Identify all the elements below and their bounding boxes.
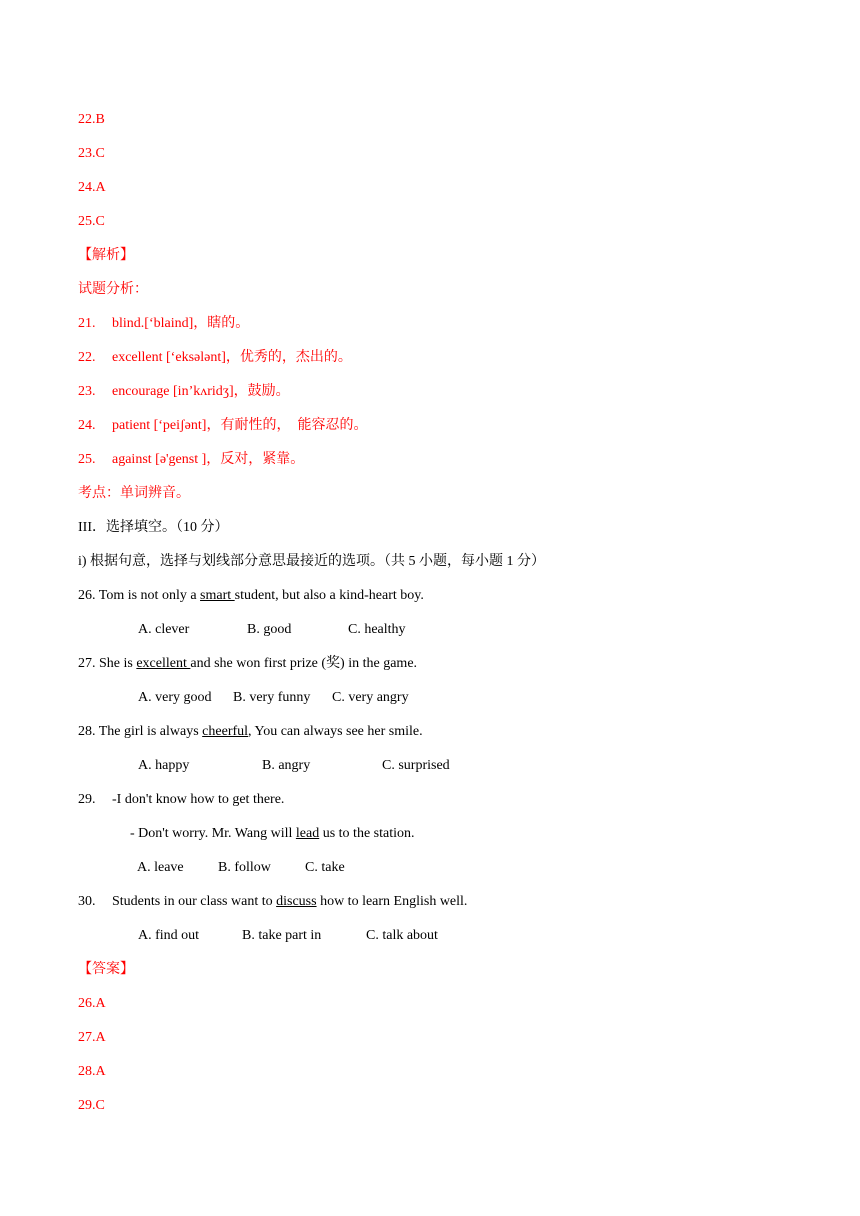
question-26 bbox=[78, 586, 424, 606]
analysis-item-number: 24. bbox=[78, 418, 96, 433]
question-number: 30. bbox=[78, 894, 96, 909]
option-a: A. very good bbox=[138, 690, 212, 705]
answer-23: 23.C bbox=[78, 146, 105, 161]
underlined-word: discuss bbox=[276, 894, 317, 909]
options-30 bbox=[138, 926, 438, 946]
question-text: 26. Tom is not only a bbox=[78, 588, 201, 603]
option-a: A. happy bbox=[138, 758, 190, 773]
options-27 bbox=[138, 688, 409, 708]
answer-26: 26.A bbox=[78, 996, 106, 1011]
question-29-reply bbox=[130, 824, 415, 844]
question-text: 28. The girl is always bbox=[78, 724, 203, 739]
question-27 bbox=[78, 654, 417, 674]
analysis-item-25 bbox=[78, 450, 304, 470]
answer-24: 24.A bbox=[78, 180, 106, 195]
answer-28: 28.A bbox=[78, 1064, 106, 1079]
option-b: B. good bbox=[247, 622, 292, 637]
options-26 bbox=[138, 620, 406, 640]
question-28 bbox=[78, 722, 423, 742]
answer-27: 27.A bbox=[78, 1030, 106, 1045]
question-text: - Don't worry. Mr. Wang will bbox=[130, 826, 296, 841]
option-b: B. very funny bbox=[233, 690, 311, 705]
options-28 bbox=[138, 756, 450, 776]
underlined-word: excellent bbox=[136, 656, 191, 671]
question-text: how to learn English well. bbox=[316, 894, 468, 909]
analysis-item-number: 22. bbox=[78, 350, 96, 365]
analysis-item-number: 23. bbox=[78, 384, 96, 399]
question-text: us to the station. bbox=[319, 826, 415, 841]
analysis-item-text: against [ə'genst ]，反对，紧靠。 bbox=[112, 452, 305, 467]
analysis-item-21 bbox=[78, 314, 249, 334]
underlined-word: cheerful bbox=[202, 724, 249, 739]
underlined-word: smart bbox=[200, 588, 235, 603]
option-c: C. talk about bbox=[366, 928, 438, 943]
answer-header: 【答案】 bbox=[78, 962, 134, 977]
option-b: B. follow bbox=[218, 860, 271, 875]
question-number: 29. bbox=[78, 792, 96, 807]
question-text: Students in our class want to bbox=[112, 894, 277, 909]
answer-29: 29.C bbox=[78, 1098, 105, 1113]
option-b: B. take part in bbox=[242, 928, 322, 943]
option-a: A. clever bbox=[138, 622, 190, 637]
option-a: A. leave bbox=[137, 860, 184, 875]
question-text: -I don't know how to get there. bbox=[112, 792, 285, 807]
analysis-item-number: 21. bbox=[78, 316, 96, 331]
sub-instruction: i) 根据句意，选择与划线部分意思最接近的选项。（共 5 小题，每小题 1 分） bbox=[78, 554, 546, 569]
answer-22: 22.B bbox=[78, 112, 105, 127]
question-29 bbox=[78, 790, 284, 810]
analysis-item-23 bbox=[78, 382, 290, 402]
options-29 bbox=[137, 858, 345, 878]
analysis-item-24 bbox=[78, 416, 367, 436]
analysis-item-text: encourage [in’kʌridʒ]，鼓励。 bbox=[112, 384, 290, 399]
option-b: B. angry bbox=[262, 758, 311, 773]
question-text: 27. She is bbox=[78, 656, 137, 671]
analysis-header: 【解析】 bbox=[78, 248, 134, 263]
analysis-item-number: 25. bbox=[78, 452, 96, 467]
analysis-item-text: blind.[‘blaind]，瞎的。 bbox=[112, 316, 250, 331]
underlined-word: lead bbox=[295, 826, 320, 841]
question-30 bbox=[78, 892, 467, 912]
question-text: student, but also a kind-heart boy. bbox=[234, 588, 424, 603]
section-title: III．选择填空。（10 分） bbox=[78, 520, 229, 535]
option-a: A. find out bbox=[138, 928, 200, 943]
question-text: , You can always see her smile. bbox=[248, 724, 423, 739]
kaodian: 考点：单词辨音。 bbox=[78, 486, 190, 501]
analysis-item-text: patient [‘peiʃənt]，有耐性的， 能容忍的。 bbox=[112, 418, 368, 433]
answer-25: 25.C bbox=[78, 214, 105, 229]
question-text: and she won first prize (奖) in the game. bbox=[190, 656, 418, 671]
option-c: C. take bbox=[305, 860, 345, 875]
option-c: C. very angry bbox=[332, 690, 409, 705]
option-c: C. healthy bbox=[348, 622, 406, 637]
analysis-item-text: excellent [‘eksələnt]，优秀的，杰出的。 bbox=[112, 350, 352, 365]
analysis-item-22 bbox=[78, 348, 352, 368]
analysis-intro: 试题分析： bbox=[78, 282, 148, 297]
option-c: C. surprised bbox=[382, 758, 450, 773]
